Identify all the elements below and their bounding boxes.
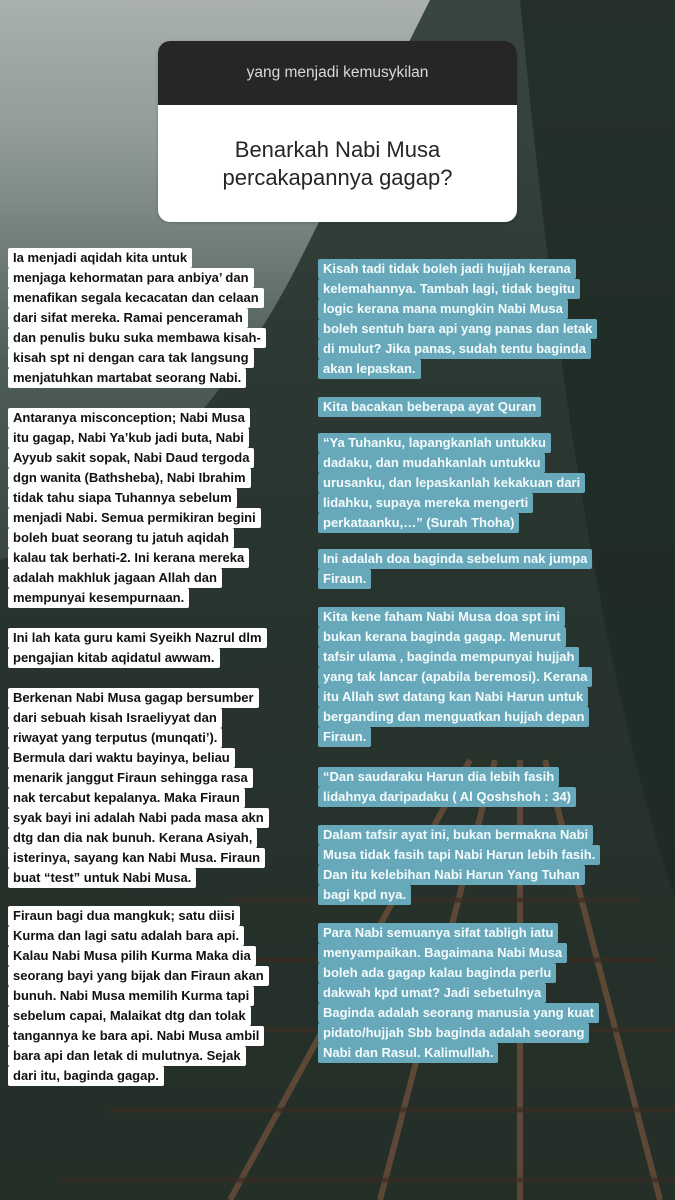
text-line: Para Nabi semuanya sifat tabligh iatu	[318, 923, 558, 943]
left-text-column	[8, 248, 308, 1086]
text-line: Antaranya misconception; Nabi Musa	[8, 408, 250, 428]
text-line: lidahku, supaya mereka mengerti	[318, 493, 533, 513]
text-line: Kisah tadi tidak boleh jadi hujjah kerana	[318, 259, 576, 279]
text-paragraph	[318, 825, 652, 905]
text-line: bunuh. Nabi Musa memilih Kurma tapi	[8, 986, 254, 1006]
text-line: “Dan saudaraku Harun dia lebih fasih	[318, 767, 559, 787]
text-line: boleh buat seorang tu jatuh aqidah	[8, 528, 234, 548]
text-line: dari itu, baginda gagap.	[8, 1066, 164, 1086]
text-line: mempunyai kesempurnaan.	[8, 588, 189, 608]
text-line: tidak tahu siapa Tuhannya sebelum	[8, 488, 237, 508]
text-line: itu gagap, Nabi Ya’kub jadi buta, Nabi	[8, 428, 249, 448]
text-line: kalau tak berhati-2. Ini kerana mereka	[8, 548, 249, 568]
text-paragraph	[318, 549, 652, 589]
text-line: Dan itu kelebihan Nabi Harun Yang Tuhan	[318, 865, 585, 885]
question-line: percakapannya gagap?	[222, 164, 453, 190]
text-line: syak bayi ini adalah Nabi pada masa akn	[8, 808, 269, 828]
text-line: Musa tidak fasih tapi Nabi Harun lebih fasih.	[318, 845, 600, 865]
text-line: yang tak lancar (apabila beremosi). Kerana	[318, 667, 592, 687]
text-paragraph	[318, 433, 652, 533]
text-paragraph	[8, 248, 308, 388]
text-line: “Ya Tuhanku, lapangkanlah untukku	[318, 433, 551, 453]
text-line: menyampaikan. Bagaimana Nabi Musa	[318, 943, 567, 963]
text-line: menjaga kehormatan para anbiya’ dan	[8, 268, 254, 288]
text-line: Nabi dan Rasul. Kalimullah.	[318, 1043, 498, 1063]
text-line: dari sebuah kisah Israeliyyat dan	[8, 708, 222, 728]
text-line: dan penulis buku suka membawa kisah-	[8, 328, 266, 348]
text-line: sebelum capai, Malaikat dtg dan tolak	[8, 1006, 251, 1026]
text-line: menjadi Nabi. Semua permikiran begini	[8, 508, 261, 528]
right-text-column	[318, 259, 652, 1063]
text-paragraph	[8, 906, 308, 1086]
text-line: bara api dan letak di mulutnya. Sejak	[8, 1046, 246, 1066]
text-line: nak tercabut kepalanya. Maka Firaun	[8, 788, 245, 808]
text-line: dadaku, dan mudahkanlah untukku	[318, 453, 545, 473]
text-line: di mulut? Jika panas, sudah tentu baginda	[318, 339, 591, 359]
text-line: itu Allah swt datang kan Nabi Harun untuk	[318, 687, 588, 707]
question-sticker	[158, 41, 517, 222]
text-line: Kurma dan lagi satu adalah bara api.	[8, 926, 244, 946]
question-line: Benarkah Nabi Musa	[234, 136, 441, 162]
text-paragraph	[318, 607, 652, 747]
text-line: boleh ada gagap kalau baginda perlu	[318, 963, 556, 983]
text-paragraph	[318, 767, 652, 807]
text-line: dakwah kpd umat? Jadi sebetulnya	[318, 983, 546, 1003]
text-line: menafikan segala kecacatan dan celaan	[8, 288, 264, 308]
text-line: bagi kpd nya.	[318, 885, 411, 905]
text-line: kelemahannya. Tambah lagi, tidak begitu	[318, 279, 580, 299]
text-line: Firaun.	[318, 727, 371, 747]
text-paragraph	[8, 688, 308, 888]
text-line: urusanku, dan lepaskanlah kekakuan dari	[318, 473, 585, 493]
text-line: Ia menjadi aqidah kita untuk	[8, 248, 192, 268]
text-line: buat “test” untuk Nabi Musa.	[8, 868, 196, 888]
text-line: seorang bayi yang bijak dan Firaun akan	[8, 966, 269, 986]
text-line: menjatuhkan martabat seorang Nabi.	[8, 368, 246, 388]
text-line: pidato/hujjah Sbb baginda adalah seorang	[318, 1023, 589, 1043]
text-paragraph	[318, 397, 652, 417]
text-line: logic kerana mana mungkin Nabi Musa	[318, 299, 568, 319]
text-line: Kita kene faham Nabi Musa doa spt ini	[318, 607, 565, 627]
text-line: boleh sentuh bara api yang panas dan letak	[318, 319, 597, 339]
text-paragraph	[318, 259, 652, 379]
text-line: dtg dan dia nak bunuh. Kerana Asiyah,	[8, 828, 257, 848]
text-line: Kita bacakan beberapa ayat Quran	[318, 397, 541, 417]
text-line: akan lepaskan.	[318, 359, 421, 379]
text-paragraph	[8, 408, 308, 608]
text-line: Ini adalah doa baginda sebelum nak jumpa	[318, 549, 592, 569]
text-line: tangannya ke bara api. Nabi Musa ambil	[8, 1026, 264, 1046]
text-line: Berkenan Nabi Musa gagap bersumber	[8, 688, 259, 708]
text-line: isterinya, sayang kan Nabi Musa. Firaun	[8, 848, 265, 868]
text-line: Baginda adalah seorang manusia yang kuat	[318, 1003, 599, 1023]
text-line: Firaun bagi dua mangkuk; satu diisi	[8, 906, 240, 926]
text-line: bukan kerana baginda gagap. Menurut	[318, 627, 566, 647]
text-paragraph	[318, 923, 652, 1063]
text-line: pengajian kitab aqidatul awwam.	[8, 648, 220, 668]
text-line: dari sifat mereka. Ramai penceramah	[8, 308, 248, 328]
text-line: berganding dan menguatkan hujjah depan	[318, 707, 589, 727]
text-line: adalah makhluk jagaan Allah dan	[8, 568, 222, 588]
text-line: Ini lah kata guru kami Syeikh Nazrul dlm	[8, 628, 267, 648]
text-line: Kalau Nabi Musa pilih Kurma Maka dia	[8, 946, 256, 966]
text-line: perkataanku,…” (Surah Thoha)	[318, 513, 519, 533]
question-text	[158, 105, 517, 222]
text-line: lidahnya daripadaku ( Al Qoshshoh : 34)	[318, 787, 576, 807]
text-line: riwayat yang terputus (munqati’).	[8, 728, 222, 748]
text-line: menarik janggut Firaun sehingga rasa	[8, 768, 253, 788]
text-line: Firaun.	[318, 569, 371, 589]
text-line: Dalam tafsir ayat ini, bukan bermakna Nabi	[318, 825, 593, 845]
text-line: dgn wanita (Bathsheba), Nabi Ibrahim	[8, 468, 251, 488]
text-paragraph	[8, 628, 308, 668]
text-line: tafsir ulama , baginda mempunyai hujjah	[318, 647, 579, 667]
text-line: Ayyub sakit sopak, Nabi Daud tergoda	[8, 448, 254, 468]
question-header: yang menjadi kemusykilan	[158, 41, 517, 105]
text-line: kisah spt ni dengan cara tak langsung	[8, 348, 254, 368]
text-line: Bermula dari waktu bayinya, beliau	[8, 748, 235, 768]
